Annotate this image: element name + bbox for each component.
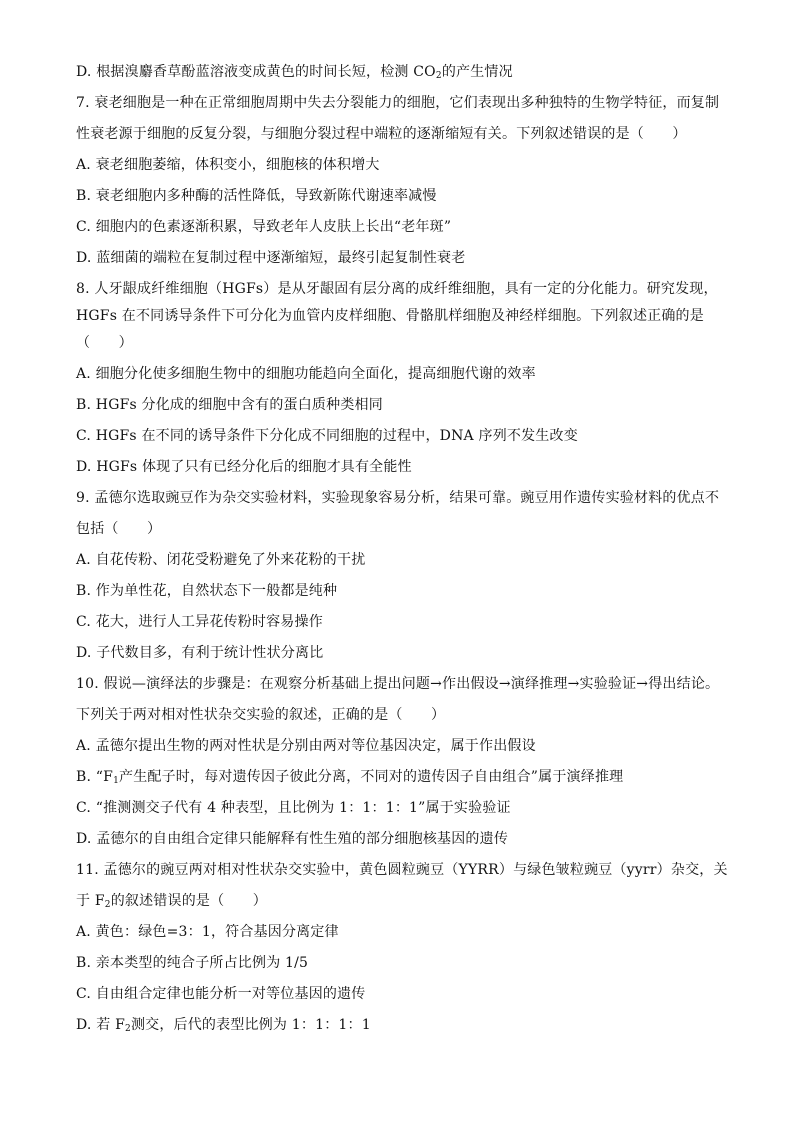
question-8-stem-line-2: HGFs 在不同诱导条件下可分化为血管内皮样细胞、骨骼肌样细胞及神经样细胞。下列叙述正确的是: [76, 308, 704, 324]
question-7-option-d: D. 蓝细菌的端粒在复制过程中逐渐缩短，最终引起复制性衰老: [76, 250, 466, 266]
question-7-stem-line-2: 性衰老源于细胞的反复分裂，与细胞分裂过程中端粒的逐渐缩短有关。下列叙述错误的是（ ）: [76, 126, 687, 142]
question-8-stem-line-3: （ ）: [76, 335, 133, 351]
question-8-option-c: C. HGFs 在不同的诱导条件下分化成不同细胞的过程中，DNA 序列不发生改变: [76, 428, 578, 444]
question-11-stem-line-1: 11. 孟德尔的豌豆两对相对性状杂交实验中，黄色圆粒豌豆（YYRR）与绿色皱粒豌豆（yyrr）杂交，关: [76, 862, 728, 878]
question-9-option-d: D. 子代数目多，有利于统计性状分离比: [76, 645, 324, 661]
question-6-option-d: D. 根据溴麝香草酚蓝溶液变成黄色的时间长短，检测 $CO_2$的产生情况: [76, 64, 513, 81]
question-9-stem-line-1: 9. 孟德尔选取豌豆作为杂交实验材料，实验现象容易分析，结果可靠。豌豆用作遗传实验材料的优点不: [76, 490, 720, 506]
question-9-stem-line-2: 包括（ ）: [76, 521, 162, 537]
question-10-option-c: C. “推测测交子代有 4 种表型，且比例为 1：1：1：1”属于实验验证: [76, 800, 511, 816]
question-7-option-a: A. 衰老细胞萎缩，体积变小，细胞核的体积增大: [76, 157, 380, 173]
question-10-option-b: B. “$F_1$产生配子时，每对遗传因子彼此分离，不同对的遗传因子自由组合”属于演绎推理: [76, 769, 624, 786]
question-8-option-b: B. HGFs 分化成的细胞中含有的蛋白质种类相同: [76, 397, 383, 413]
question-10-option-d: D. 孟德尔的自由组合定律只能解释有性生殖的部分细胞核基因的遗传: [76, 831, 509, 847]
question-11-stem-line-2: 于 $F_2$的叙述错误的是（ ）: [76, 893, 267, 910]
question-11-option-b: B. 亲本类型的纯合子所占比例为 1/5: [76, 955, 309, 971]
question-11-option-a: A. 黄色：绿色=3：1，符合基因分离定律: [76, 924, 339, 940]
question-7-option-b: B. 衰老细胞内多种酶的活性降低，导致新陈代谢速率减慢: [76, 188, 437, 204]
question-10-stem-line-2: 下列关于两对相对性状杂交实验的叙述，正确的是（ ）: [76, 707, 446, 723]
document-page: [76, 62, 726, 1046]
question-11-option-d: D. 若 $F_2$测交，后代的表型比例为 1：1：1：1: [76, 1017, 371, 1034]
question-7-option-c: C. 细胞内的色素逐渐积累，导致老年人皮肤上长出“老年斑”: [76, 219, 452, 235]
question-8-stem-line-1: 8. 人牙龈成纤维细胞（HGFs）是从牙龈固有层分离的成纤维细胞，具有一定的分化能力。研究发现，: [76, 281, 718, 297]
question-10-stem-line-1: 10. 假说—演绎法的步骤是：在观察分析基础上提出问题→作出假设→演绎推理→实验验证→得出结论。: [76, 676, 720, 692]
question-11-option-c: C. 自由组合定律也能分析一对等位基因的遗传: [76, 986, 366, 1002]
question-8-option-a: A. 细胞分化使多细胞生物中的细胞功能趋向全面化，提高细胞代谢的效率: [76, 366, 536, 382]
question-9-option-a: A. 自花传粉、闭花受粉避免了外来花粉的干扰: [76, 552, 366, 568]
question-9-option-b: B. 作为单性花，自然状态下一般都是纯种: [76, 583, 338, 599]
question-9-option-c: C. 花大，进行人工异花传粉时容易操作: [76, 614, 323, 630]
question-7-stem-line-1: 7. 衰老细胞是一种在正常细胞周期中失去分裂能力的细胞，它们表现出多种独特的生物学特征，而复制: [76, 95, 720, 111]
question-10-option-a: A. 孟德尔提出生物的两对性状是分别由两对等位基因决定，属于作出假设: [76, 738, 536, 754]
question-8-option-d: D. HGFs 体现了只有已经分化后的细胞才具有全能性: [76, 459, 412, 475]
